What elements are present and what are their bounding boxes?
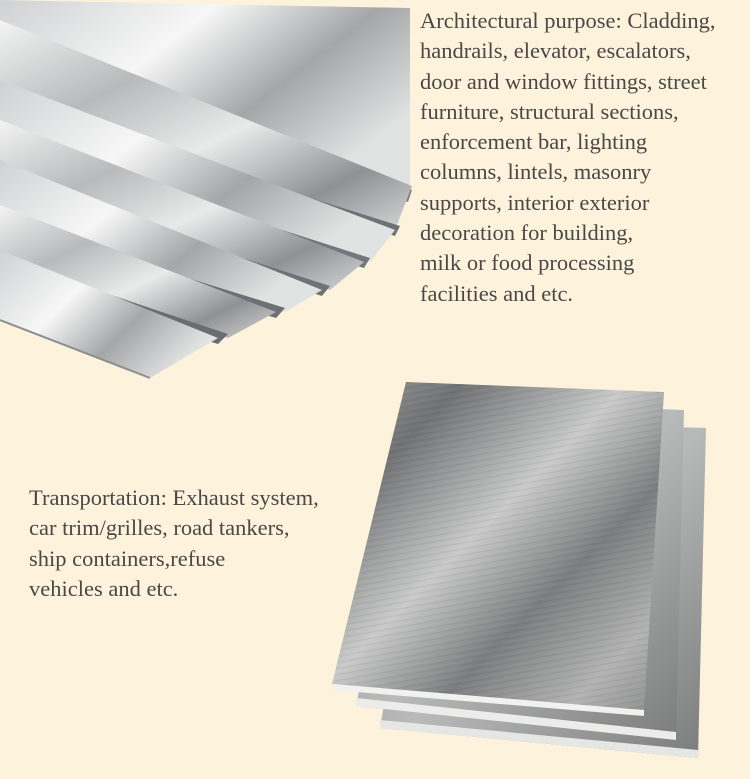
architectural-purpose-text (420, 6, 716, 309)
text-line: enforcement bar, lighting (420, 129, 648, 155)
text-line: facilities and etc. (420, 280, 574, 306)
text-line: handrails, elevator, escalators, (420, 38, 691, 64)
text-line: milk or food processing (420, 250, 635, 276)
text-line: supports, interior exterior (420, 189, 650, 215)
stack-sheet-texture (332, 382, 664, 710)
text-line: Transportation: Exhaust system, (29, 485, 319, 510)
text-line: Architectural purpose: Cladding, (420, 8, 716, 33)
transportation-text (29, 483, 319, 604)
text-line: car trim/grilles, road tankers, (29, 515, 290, 541)
text-line: furniture, structural sections, (420, 98, 679, 124)
text-line: door and window fittings, street (420, 68, 707, 94)
text-line: decoration for building, (420, 220, 634, 246)
text-line: ship containers,refuse (29, 545, 226, 571)
text-line: columns, lintels, masonry (420, 159, 652, 185)
text-line: vehicles and etc. (29, 575, 179, 601)
